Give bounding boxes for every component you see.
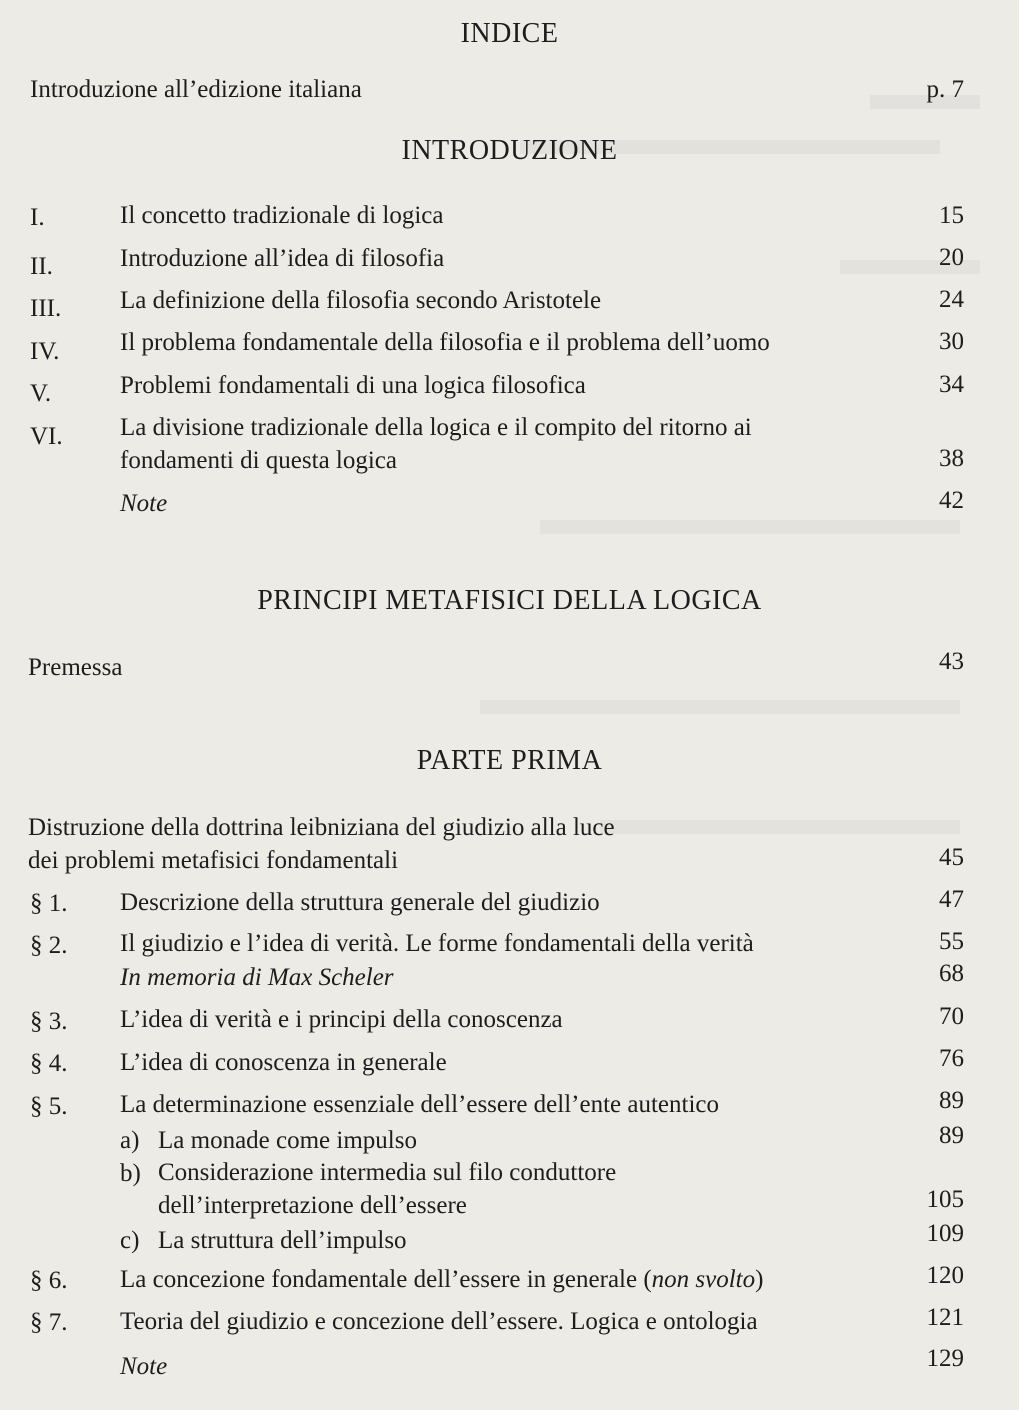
entry-page: 42 (939, 487, 964, 514)
entry-number: § 5. (30, 1093, 68, 1120)
subentry-title-continued: dell’interpretazione dell’essere (158, 1192, 467, 1219)
intro-italian-page: p. 7 (926, 76, 964, 103)
entry-number: § 3. (30, 1008, 68, 1035)
premessa-label: Premessa (28, 654, 123, 681)
premessa-page: 43 (939, 648, 964, 675)
subentry-letter: b) (120, 1160, 141, 1187)
toc-title: INDICE (460, 18, 559, 49)
entry-title: Problemi fondamentali di una logica filosofica (120, 372, 586, 399)
subentry-letter: a) (120, 1127, 140, 1154)
entry-number: V. (30, 380, 52, 407)
intro-italian-label: Introduzione all’edizione italiana (30, 76, 362, 103)
entry-number: VI. (30, 423, 63, 450)
entry-page: 20 (939, 244, 964, 271)
entry-page: 89 (939, 1122, 964, 1149)
entry-title: Teoria del giudizio e concezione dell’essere. Logica e ontologia (120, 1308, 758, 1335)
entry-page: 70 (939, 1003, 964, 1030)
entry-page: 34 (939, 371, 964, 398)
entry-title-end: ) (755, 1266, 764, 1293)
entry-title: Descrizione della struttura generale del giudizio (120, 889, 600, 916)
entry-title-main: La concezione fondamentale dell’essere in generale ( (120, 1266, 652, 1293)
entry-title: Il problema fondamentale della filosofia e il problema dell’uomo (120, 329, 770, 356)
entry-number: II. (30, 253, 53, 280)
entry-title: Il concetto tradizionale di logica (120, 202, 444, 229)
entry-page: 105 (926, 1186, 964, 1213)
note-label: Note (120, 1353, 168, 1380)
entry-subtitle: In memoria di Max Scheler (120, 964, 394, 991)
entry-number: § 6. (30, 1267, 68, 1294)
entry-page: 120 (926, 1262, 964, 1289)
entry-number: I. (30, 204, 45, 231)
entry-title-italic: non svolto (651, 1266, 756, 1293)
entry-title: La divisione tradizionale della logica e il compito del ritorno ai (120, 414, 752, 441)
subentry-letter: c) (120, 1227, 140, 1254)
entry-number: IV. (30, 338, 60, 365)
subentry-title: Considerazione intermedia sul filo conduttore (158, 1159, 617, 1186)
entry-page: 38 (939, 445, 964, 472)
entry-page: 129 (926, 1345, 964, 1372)
part-intro-line-1: Distruzione della dottrina leibniziana del giudizio alla luce (28, 814, 615, 841)
entry-page: 47 (939, 886, 964, 913)
entry-page: 30 (939, 328, 964, 355)
entry-page: 121 (926, 1304, 964, 1331)
entry-page: 55 (939, 928, 964, 955)
subentry-title: La struttura dell’impulso (158, 1227, 407, 1254)
section-heading-principi: PRINCIPI METAFISICI DELLA LOGICA (257, 585, 762, 616)
entry-title (120, 1266, 763, 1294)
entry-page: 89 (939, 1087, 964, 1114)
entry-title: La determinazione essenziale dell’essere dell’ente autentico (120, 1091, 719, 1118)
entry-number: § 1. (30, 890, 68, 917)
entry-title: L’idea di conoscenza in generale (120, 1049, 447, 1076)
part-intro-line-2: dei problemi metafisici fondamentali (28, 847, 399, 874)
entry-number: § 7. (30, 1309, 68, 1336)
note-label: Note (120, 490, 168, 517)
entry-title: Introduzione all’idea di filosofia (120, 245, 445, 272)
entry-title: Il giudizio e l’idea di verità. Le forme fondamentali della verità (120, 930, 754, 957)
section-heading-introduzione: INTRODUZIONE (401, 135, 618, 166)
entry-number: § 2. (30, 932, 68, 959)
entry-page: 24 (939, 286, 964, 313)
entry-number: § 4. (30, 1050, 68, 1077)
entry-page: 109 (926, 1220, 964, 1247)
section-heading-parte-prima: PARTE PRIMA (416, 745, 603, 776)
entry-page: 68 (939, 960, 964, 987)
entry-title-continued: fondamenti di questa logica (120, 447, 398, 474)
part-intro-page: 45 (939, 844, 964, 871)
entry-page: 15 (939, 202, 964, 229)
entry-title: L’idea di verità e i principi della conoscenza (120, 1006, 563, 1033)
entry-page: 76 (939, 1045, 964, 1072)
subentry-title: La monade come impulso (158, 1127, 417, 1154)
entry-title: La definizione della filosofia secondo Aristotele (120, 287, 602, 314)
entry-number: III. (30, 295, 62, 322)
